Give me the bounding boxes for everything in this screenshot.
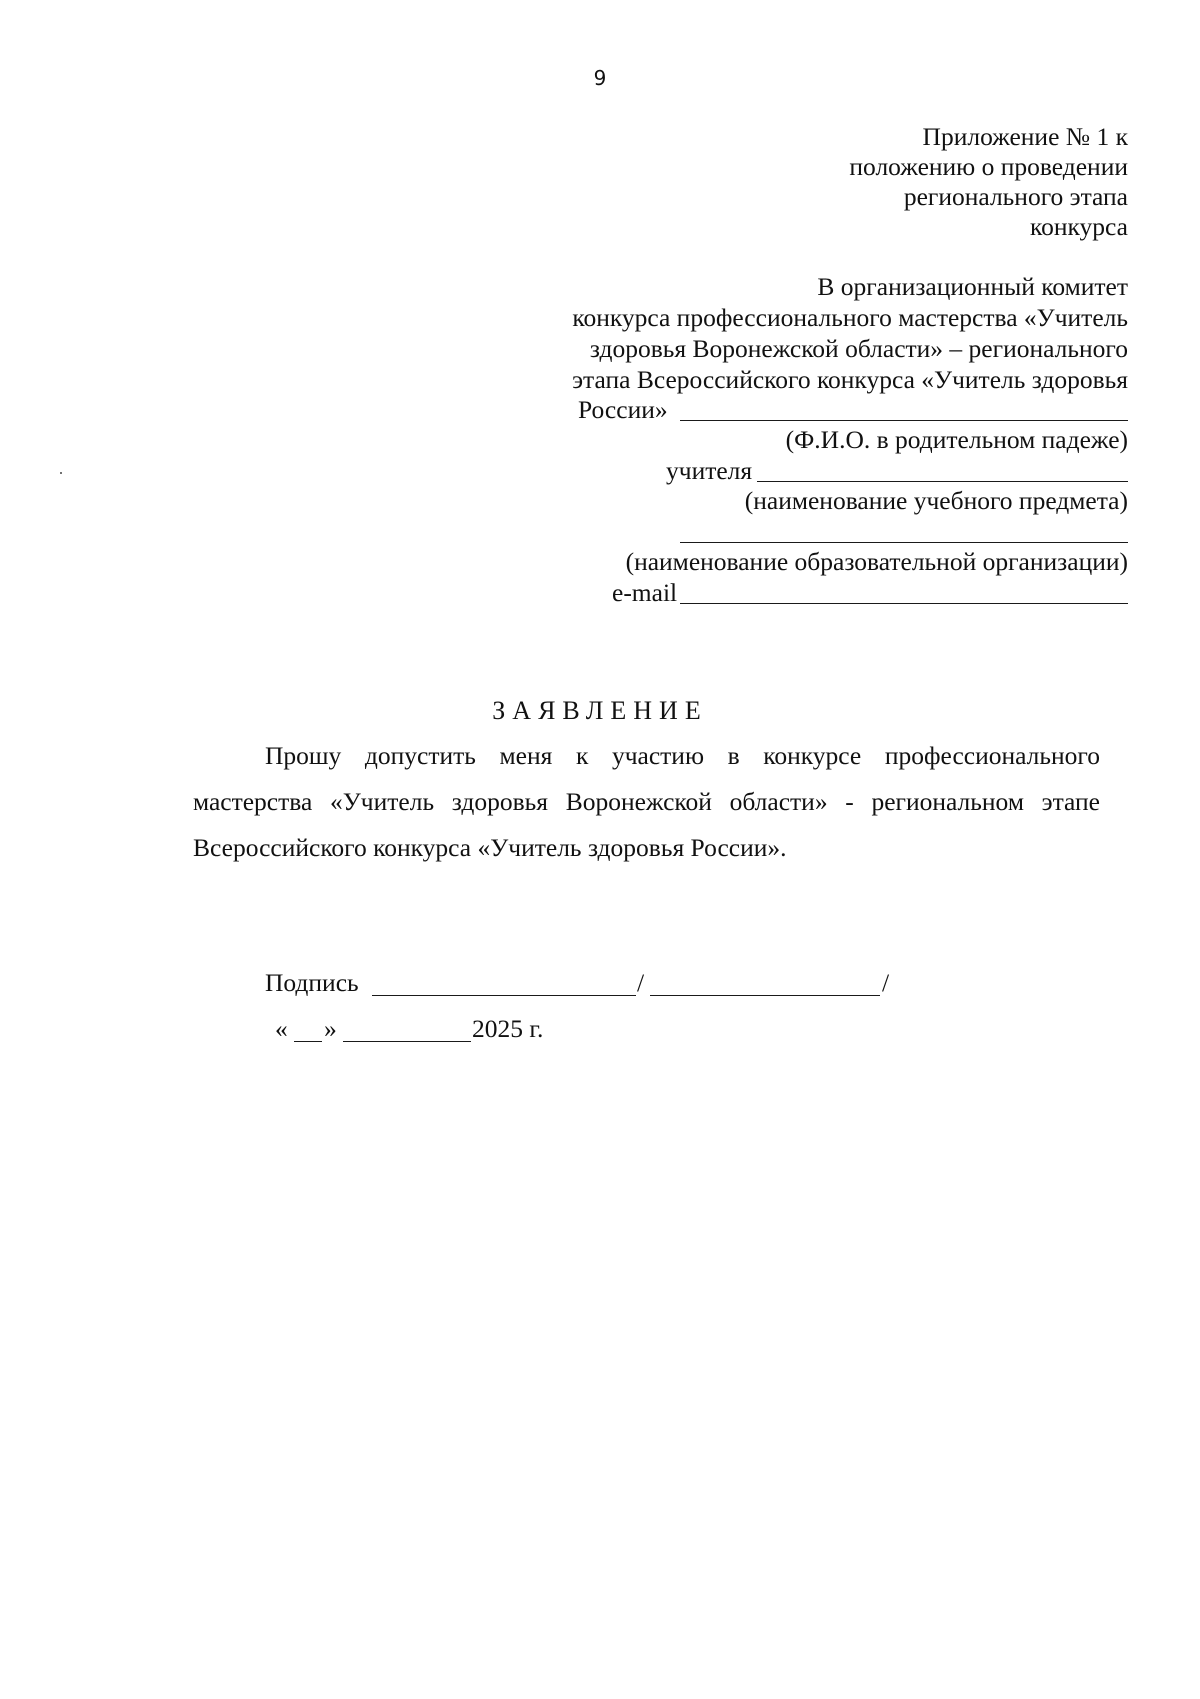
organization-blank-line[interactable] — [680, 542, 1128, 543]
addressee-line: конкурса профессионального мастерства «Учитель — [572, 303, 1128, 332]
appendix-line: регионального этапа — [903, 182, 1128, 211]
email-label: e-mail — [612, 578, 678, 607]
date-open-quote: « — [275, 1014, 288, 1043]
statement-line: мастерства «Учитель здоровья Воронежской области» - региональном этапе — [193, 787, 1100, 816]
fio-caption: (Ф.И.О. в родительном падеже) — [785, 425, 1128, 454]
date-close-quote: » — [324, 1014, 337, 1043]
scan-speck — [60, 472, 62, 474]
addressee-line: этапа Всероссийского конкурса «Учитель здоровья — [572, 365, 1128, 394]
addressee-line: России» — [578, 395, 668, 424]
signature-label: Подпись — [265, 968, 359, 997]
page-number: 9 — [593, 66, 607, 90]
subject-blank-line[interactable] — [757, 481, 1128, 482]
appendix-line: Приложение № 1 к — [922, 122, 1128, 151]
appendix-line: положению о проведении — [849, 152, 1128, 181]
statement-line: Всероссийского конкурса «Учитель здоровья России». — [193, 833, 787, 862]
organization-caption: (наименование образовательной организации) — [625, 547, 1128, 576]
signature-blank-line[interactable] — [372, 995, 636, 996]
statement-line: Прошу допустить меня к участию в конкурсе профессионального — [265, 741, 1100, 770]
addressee-line: здоровья Воронежской области» – регионального — [589, 334, 1128, 363]
email-blank-line[interactable] — [680, 603, 1128, 604]
statement-title: ЗАЯВЛЕНИЕ — [492, 696, 708, 725]
month-blank-line[interactable] — [343, 1041, 471, 1042]
teacher-label: учителя — [666, 456, 753, 485]
year-text: 2025 г. — [472, 1014, 544, 1043]
addressee-line: В организационный комитет — [817, 272, 1128, 301]
appendix-line: конкурса — [1030, 212, 1128, 241]
signature-slash: / — [637, 968, 645, 997]
name-blank-line[interactable] — [650, 995, 880, 996]
subject-caption: (наименование учебного предмета) — [744, 486, 1128, 515]
fio-blank-line[interactable] — [680, 420, 1128, 421]
signature-slash: / — [882, 968, 890, 997]
day-blank-line[interactable] — [294, 1041, 322, 1042]
